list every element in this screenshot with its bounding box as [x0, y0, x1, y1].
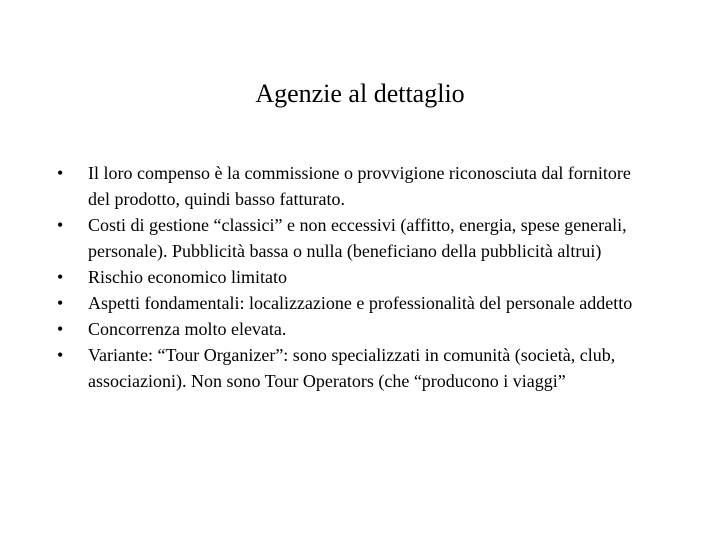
bullet-marker: •: [57, 345, 64, 365]
bullet-marker: •: [57, 319, 64, 339]
bullet-text: Il loro compenso è la commissione o provvigione riconosciuta dal fornitore del prodotto, quindi basso fatturato.: [88, 163, 631, 209]
bullet-item: [57, 212, 657, 264]
bullet-text: Aspetti fondamentali: localizzazione e professionalità del personale addetto: [88, 293, 633, 313]
bullet-text: Variante: “Tour Organizer”: sono specializzati in comunità (società, club, associazioni). Non sono Tour Operators (che “producono i viaggi”: [88, 345, 616, 391]
bullet-list: [57, 160, 657, 394]
bullet-marker: •: [57, 215, 64, 235]
bullet-text: Rischio economico limitato: [88, 267, 287, 287]
bullet-item: [57, 316, 657, 342]
bullet-marker: •: [57, 267, 64, 287]
bullet-text: Concorrenza molto elevata.: [88, 319, 287, 339]
bullet-marker: •: [57, 293, 64, 313]
bullet-item: [57, 160, 657, 212]
bullet-item: [57, 342, 657, 394]
bullet-item: [57, 264, 657, 290]
slide-title: Agenzie al dettaglio: [255, 79, 465, 108]
bullet-item: [57, 290, 657, 316]
bullet-marker: •: [57, 163, 64, 183]
bullet-text: Costi di gestione “classici” e non eccessivi (affitto, energia, spese generali, personale). Pubblicità bassa o nulla (beneficiano della pubblicità altrui): [88, 215, 627, 261]
